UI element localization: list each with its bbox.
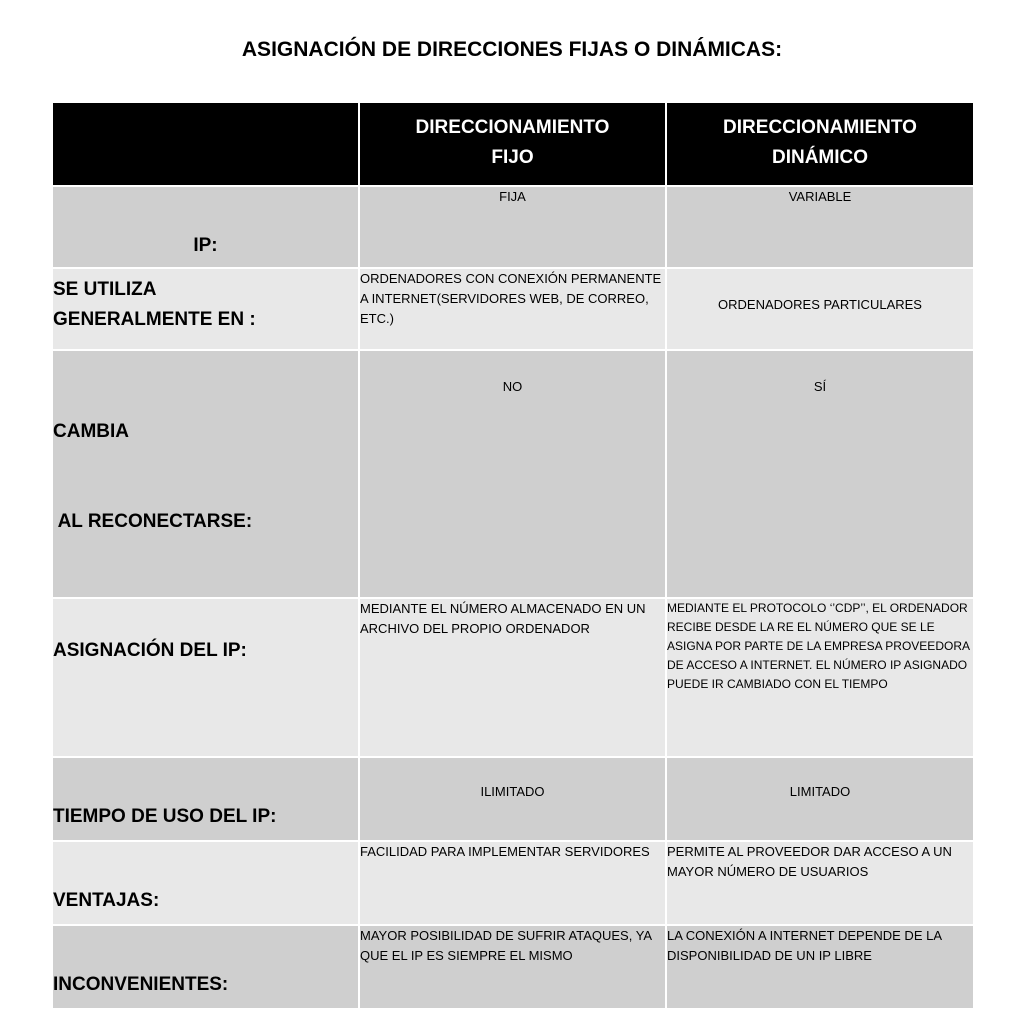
row-label-asignacion: ASIGNACIÓN DEL IP: [52,598,359,757]
cell-inconvenientes-fijo: MAYOR POSIBILIDAD DE SUFRIR ATAQUES, YA QUE EL IP ES SIEMPRE EL MISMO [359,925,666,1009]
row-label-uso [52,268,359,350]
cell-inconvenientes-dinamico: LA CONEXIÓN A INTERNET DEPENDE DE LA DISPONIBILIDAD DE UN IP LIBRE [666,925,974,1009]
cell-ip-fijo: FIJA [359,186,666,268]
row-label-cambia [52,350,359,598]
cell-uso-fijo: ORDENADORES CON CONEXIÓN PERMANENTE A INTERNET(SERVIDORES WEB, DE CORREO, ETC.) [359,268,666,350]
table-row-inconvenientes [52,925,974,1009]
cell-ventajas-fijo: FACILIDAD PARA IMPLEMENTAR SERVIDORES [359,841,666,925]
header-fijo [359,102,666,186]
table-row-cambia [52,350,974,598]
header-dinamico-line2: DINÁMICO [771,147,869,168]
row-label-ventajas: VENTAJAS: [52,841,359,925]
cell-tiempo-fijo: ILIMITADO [359,757,666,841]
table-header-row [52,102,974,186]
cell-uso-dinamico: ORDENADORES PARTICULARES [666,268,974,350]
row-label-inconvenientes: INCONVENIENTES: [52,925,359,1009]
header-fijo-line2: FIJO [491,147,534,168]
header-dinamico-line1: DIRECCIONAMIENTO [723,117,917,138]
cell-asignacion-dinamico: MEDIANTE EL PROTOCOLO ‘’CDP’’, EL ORDENADOR RECIBE DESDE LA RE EL NÚMERO QUE SE LE ASIGNA POR PARTE DE LA EMPRESA PROVEEDORA DE ACCESO A INTERNET. EL NÚMERO IP ASIGNADO PUEDE IR CAMBIADO CON EL TIEMPO [666,598,974,757]
cell-ventajas-dinamico: PERMITE AL PROVEEDOR DAR ACCESO A UN MAYOR NÚMERO DE USUARIOS [666,841,974,925]
slide-title: ASIGNACIÓN DE DIRECCIONES FIJAS O DINÁMICAS: [241,38,783,61]
cell-cambia-fijo: NO [359,350,666,598]
comparison-table [51,101,975,1010]
table-row-uso [52,268,974,350]
row-label-tiempo: TIEMPO DE USO DEL IP: [52,757,359,841]
table-row-tiempo [52,757,974,841]
table-row-asignacion [52,598,974,757]
row-label-uso-line2: GENERALMENTE EN : [53,309,256,330]
table-row-ip [52,186,974,268]
header-fijo-line1: DIRECCIONAMIENTO [415,117,610,138]
cell-ip-dinamico: VARIABLE [666,186,974,268]
cell-cambia-dinamico: SÍ [666,350,974,598]
row-label-cambia-line1: CAMBIA [53,421,129,442]
header-empty-cell [52,102,359,186]
cell-asignacion-fijo: MEDIANTE EL NÚMERO ALMACENADO EN UN ARCHIVO DEL PROPIO ORDENADOR [359,598,666,757]
row-label-cambia-line2: AL RECONECTARSE: [53,511,253,532]
row-label-uso-line1: SE UTILIZA [53,279,157,300]
cell-tiempo-dinamico: LIMITADO [666,757,974,841]
header-dinamico [666,102,974,186]
row-label-ip: IP: [52,186,359,268]
table-row-ventajas [52,841,974,925]
